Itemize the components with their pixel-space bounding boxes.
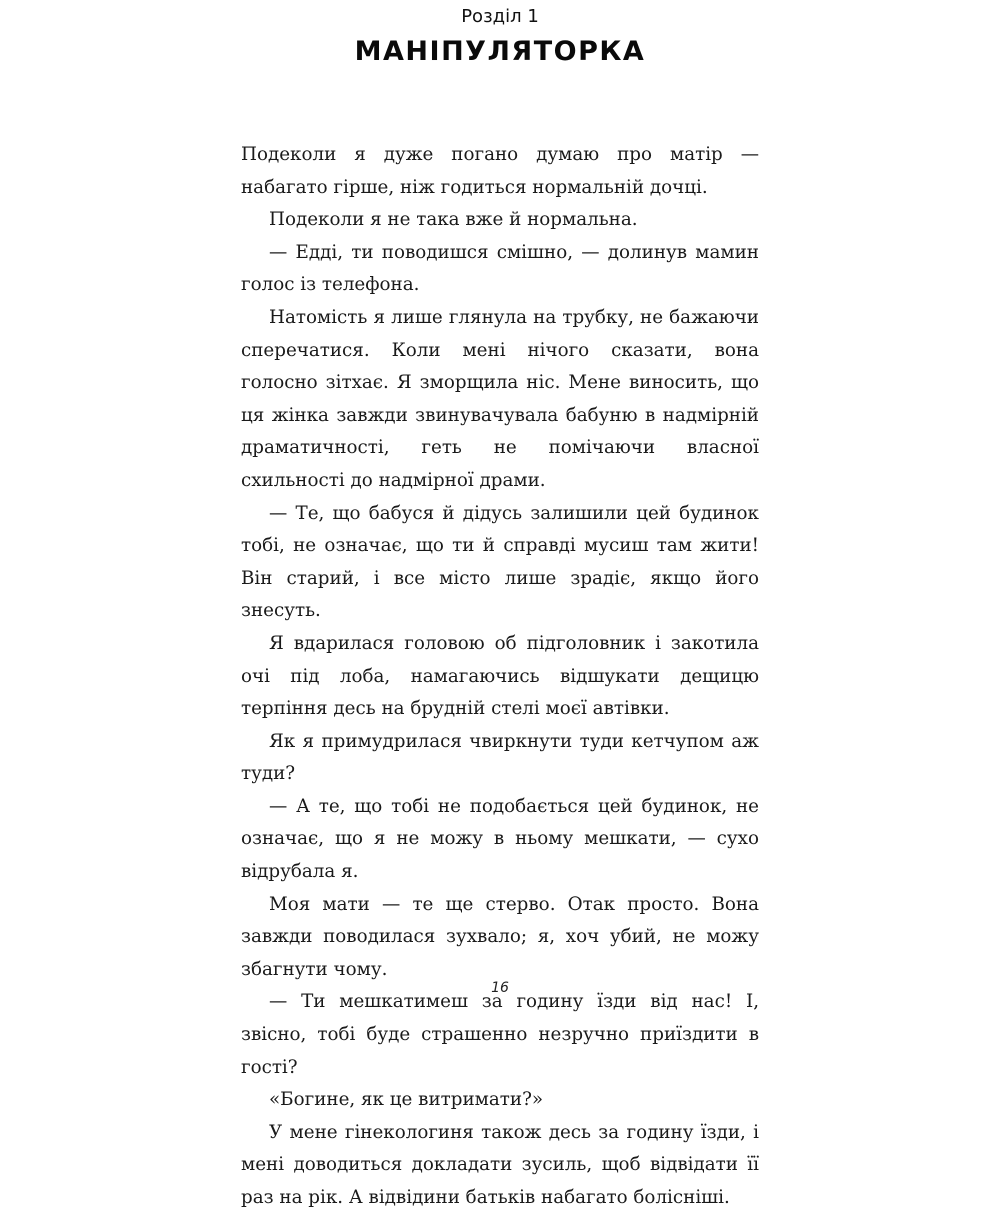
paragraph: Натомість я лише глянула на трубку, не бажаючи сперечатися. Коли мені нічого сказати, вона голосно зітхає. Я зморщила ніс. Мене виносить, що ця жінка завжди звинувачувала бабуню в надмірній драматичності, геть не помічаючи власної схильності до надмірної драми. — [241, 306, 759, 491]
paragraph: «Богине, як це витримати?» — [269, 1089, 544, 1111]
paragraph: Моя мати — те ще стерво. Отак просто. Вона завжди поводилася зухвало; я, хоч убий, не можу збагнути чому. — [241, 893, 759, 980]
page-number: 16 — [491, 980, 509, 996]
paragraph: — Ти мешкатимеш за годину їзди від нас! І, звісно, тобі буде страшенно незручно приїздити в гості? — [241, 991, 759, 1078]
paragraph: — А те, що тобі не подобається цей будинок, не означає, що я не можу в ньому мешкати, — сухо відрубала я. — [241, 795, 759, 883]
chapter-label: Розділ 1 — [461, 6, 539, 27]
paragraph: — Едді, ти поводишся смішно, — долинув мамин голос із телефона. — [241, 241, 759, 296]
paragraph: У мене гінекологиня також десь за годину їзди, і мені доводиться докладати зусиль, щоб відвідати її раз на рік. А відвідини батьків набагато болісніші. — [241, 1121, 759, 1208]
paragraph: Я вдарилася головою об підголовник і закотила очі під лоба, намагаючись відшукати дещицю терпіння десь на брудній стелі моєї автівки. — [241, 632, 759, 720]
chapter-title: МАНІПУЛЯТОРКА — [354, 36, 646, 67]
paragraph: Подеколи я дуже погано думаю про матір — набагато гірше, ніж годиться нормальній дочці. — [241, 144, 759, 198]
paragraph: Як я примудрилася чвиркнути туди кетчупом аж туди? — [241, 730, 759, 785]
paragraph: — Те, що бабуся й дідусь залишили цей будинок тобі, не означає, що ти й справді мусиш там жити! Він старий, і все місто лише зрадіє, якщо його знесуть. — [241, 502, 759, 622]
paragraph: Подеколи я не така вже й нормальна. — [269, 209, 638, 231]
body-text — [241, 139, 759, 1215]
